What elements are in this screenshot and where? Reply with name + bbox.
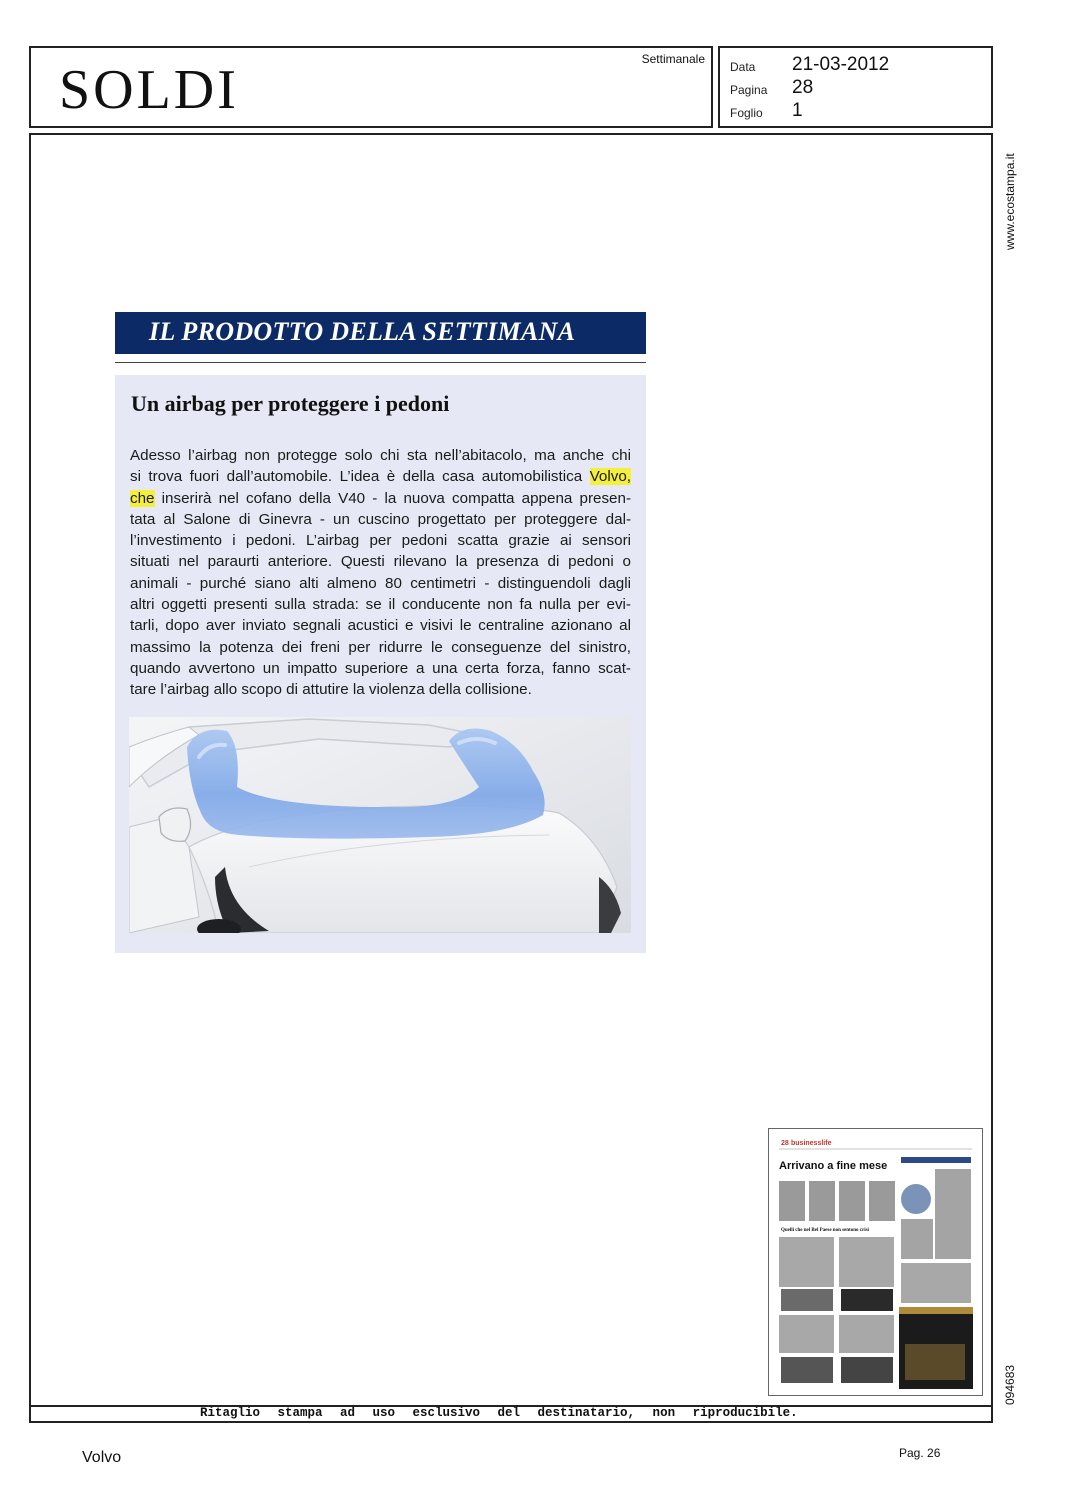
body-line: massimo la potenza dei freni per ridurre le conseguenze del sinistro, [130,638,631,656]
body-line: situati nel paraurti anteriore. Questi rilevano la presenza di pedoni o [130,553,631,571]
footer-keyword: Volvo [82,1449,122,1466]
meta-row-page [730,77,985,99]
footer-page: Pag. 26 [899,1446,941,1460]
body-line: tare l’airbag allo scopo di attutire la violenza della collisione. [130,681,532,699]
body-line: l’investimento i pedoni. L’airbag per pedoni scatta grazie ai sensori [130,532,631,550]
publication-frequency: Settimanale [641,52,705,66]
meta-label: Pagina [730,83,768,97]
highlighted-text: che [130,489,155,507]
publication-logo: SOLDI [59,59,239,121]
thumb-headline: Arrivano a fine mese [779,1160,888,1172]
meta-value: 28 [792,77,814,98]
thumb-subhead: Quelli che nel Bel Paese non sentono crisi [781,1228,869,1233]
body-line: Adesso l’airbag non protegge solo chi sta nell’abitacolo, ma anche chi [130,447,631,464]
body-line: che inserirà nel cofano della V40 - la nuova compatta appena presen- [130,489,631,507]
body-line: quando avvertono un impatto superiore a una certa forza, fanno scat- [130,659,631,677]
meta-value: 1 [792,100,803,121]
article-box [115,375,646,953]
masthead [29,46,713,128]
meta-label: Foglio [730,106,763,120]
thumb-page-number: 28 [781,1140,789,1147]
meta-row-date [730,54,985,76]
car-airbag-illustration [129,717,631,933]
meta-row-sheet [730,100,985,122]
clipping-meta-box [718,46,993,128]
pedestrian-airbag-photo [129,717,631,933]
body-line: animali - purché siano alti almeno 80 centimetri - distinguendoli dagli [130,574,631,592]
body-line: altri oggetti presenti sulla strada: se il conducente non fa nulla per evi- [130,596,631,614]
thumb-section: businesslife [791,1140,832,1147]
body-line: tata al Salone di Ginevra - un cuscino progettato per proteggere dal- [130,510,631,528]
article-headline: Un airbag per proteggere i pedoni [131,391,450,416]
article-body [130,445,631,701]
body-line: tarli, dopo aver inviato segnali acustici e visivi le centraline azionano al [130,617,631,635]
side-code: 094683 [1003,1364,1017,1405]
page-thumbnail [768,1128,983,1396]
section-rule [115,362,646,363]
frame-bottom-rule [29,1421,993,1423]
body-line: si trova fuori dall’automobile. L’idea è della casa automobilistica Volvo, [130,468,631,486]
section-title: IL PRODOTTO DELLA SETTIMANA [149,317,576,346]
highlighted-text: Volvo, [589,468,631,486]
meta-label: Data [730,60,756,74]
meta-value: 21-03-2012 [792,54,890,75]
page-thumbnail-illustration [769,1129,982,1395]
side-url: www.ecostampa.it [1003,153,1017,250]
disclaimer: Ritaglio stampa ad uso esclusivo del destinatario, non riproducibile. [200,1406,798,1420]
section-banner [115,312,646,354]
